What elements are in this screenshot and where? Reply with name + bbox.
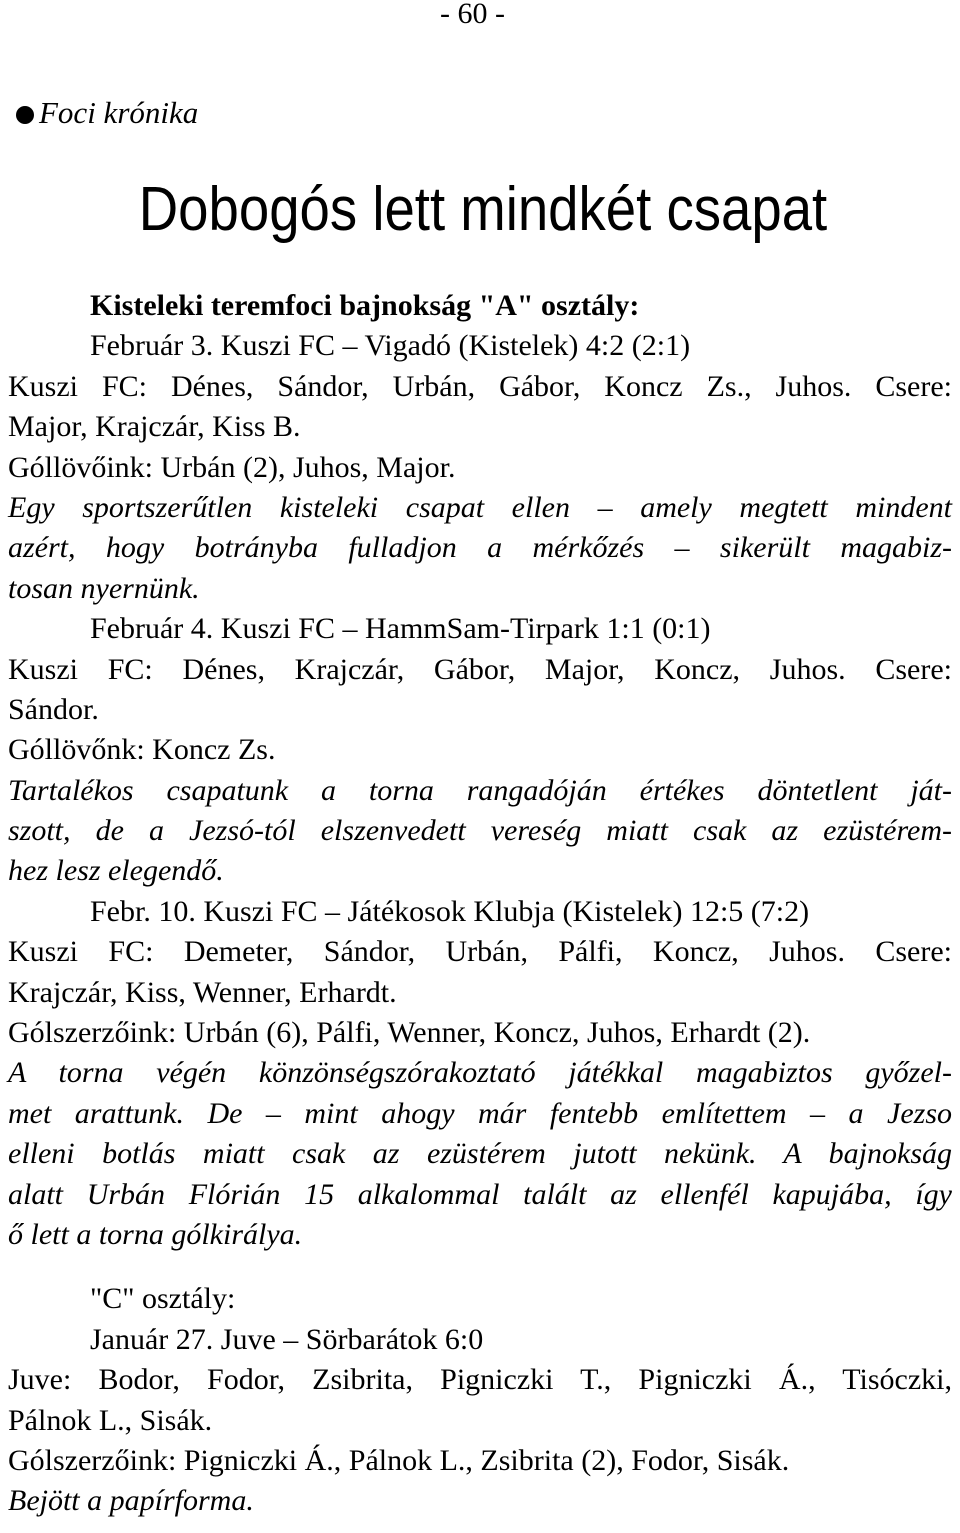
page-number: - 60 - [440, 0, 505, 30]
comment-line: azért, hogy botrányba fulladjon a mérkőzés – sikerült magabiz- [8, 531, 952, 565]
lineup-line: Kuszi FC: Dénes, Sándor, Urbán, Gábor, Koncz Zs., Juhos. Csere: [8, 369, 952, 403]
section-rubric: Foci krónika [39, 95, 199, 130]
comment-line: Tartalékos csapatunk a torna rangadóján értékes döntetlent ját- [8, 773, 952, 807]
comment-line: Bejött a papírforma. [8, 1484, 254, 1518]
scorers-line: Góllövőnk: Koncz Zs. [8, 733, 276, 767]
lineup-line: Pálnok L., Sisák. [8, 1403, 213, 1437]
comment-line: Egy sportszerűtlen kisteleki csapat ellen – amely megtett mindent [8, 490, 952, 524]
comment-line: ő lett a torna gólkirálya. [8, 1217, 303, 1251]
lineup-line: Major, Krajczár, Kiss B. [8, 410, 301, 444]
comment-line: hez lesz elegendő. [8, 854, 224, 888]
scorers-line: Gólszerzőink: Pigniczki Á., Pálnok L., Zsibrita (2), Fodor, Sisák. [8, 1443, 790, 1477]
scorers-line: Gólszerzőink: Urbán (6), Pálfi, Wenner, Koncz, Juhos, Erhardt (2). [8, 1016, 811, 1050]
match-title: Január 27. Juve – Sörbarátok 6:0 [90, 1322, 484, 1356]
comment-line: tosan nyernünk. [8, 571, 200, 605]
lineup-line: Kuszi FC: Dénes, Krajczár, Gábor, Major, Koncz, Juhos. Csere: [8, 652, 952, 686]
lineup-line: Sándor. [8, 692, 99, 726]
lineup-line: Krajczár, Kiss, Wenner, Erhardt. [8, 975, 397, 1009]
comment-line: met arattunk. De – mint ahogy már fentebb említettem – a Jezso [8, 1096, 952, 1130]
bullet-icon [16, 106, 34, 124]
comment-line: szott, de a Jezsó-tól elszenvedett vereség miatt csak az ezüstérem- [8, 814, 952, 848]
article-headline: Dobogós lett mindkét csapat [138, 175, 828, 244]
section-gap [8, 1255, 952, 1279]
match-title: Febr. 10. Kuszi FC – Játékosok Klubja (Kistelek) 12:5 (7:2) [90, 894, 810, 928]
lineup-line: Kuszi FC: Demeter, Sándor, Urbán, Pálfi, Koncz, Juhos. Csere: [8, 935, 952, 969]
scorers-line: Góllövőink: Urbán (2), Juhos, Major. [8, 450, 456, 484]
article-body [8, 286, 952, 1522]
comment-line: A torna végén könzönségszórakoztató játékkal magabiztos győzel- [8, 1056, 952, 1090]
comment-line: elleni botlás miatt csak az ezüstérem jutott nekünk. A bajnokság [8, 1137, 952, 1171]
match-title: Február 4. Kuszi FC – HammSam-Tirpark 1:1 (0:1) [90, 612, 711, 646]
lineup-line: Juve: Bodor, Fodor, Zsibrita, Pigniczki T., Pigniczki Á., Tisóczki, [8, 1363, 952, 1397]
match-title: Február 3. Kuszi FC – Vigadó (Kistelek) 4:2 (2:1) [90, 329, 691, 363]
comment-line: alatt Urbán Flórián 15 alkalommal talált az ellenfél kapujába, így [8, 1177, 952, 1211]
a-class-heading: Kisteleki teremfoci bajnokság "A" osztály: [90, 289, 640, 322]
c-class-heading: "C" osztály: [90, 1282, 236, 1316]
